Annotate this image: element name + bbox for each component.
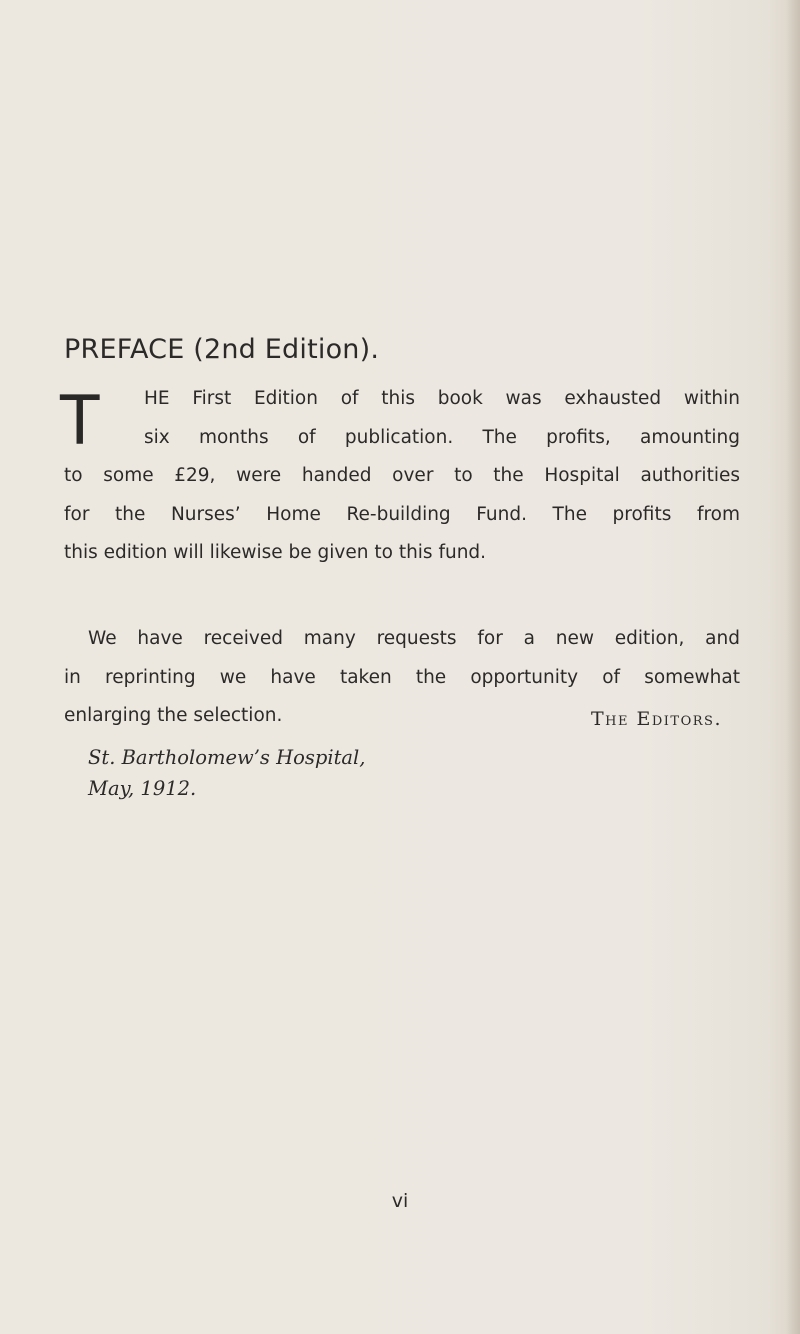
paragraph-line: this edition will likewise be given to this fund.: [64, 542, 487, 563]
paragraph-line: in reprinting we have taken the opportunity of somewhat: [64, 666, 740, 688]
paragraph-line: enlarging the selection.: [64, 705, 283, 726]
signature-editors: The Editors.: [590, 708, 722, 730]
paragraph-first-edition: [64, 380, 740, 573]
preface-heading: PREFACE (2nd Edition).: [64, 334, 380, 365]
date-line: May, 1912.: [88, 777, 197, 800]
page-number: vi: [391, 1190, 409, 1212]
place-line: St. Bartholomew’s Hospital,: [88, 746, 366, 769]
paragraph-line: HE First Edition of this book was exhausted within: [144, 388, 740, 409]
paragraph-line: for the Nurses’ Home Re-building Fund. The profits from: [64, 503, 740, 525]
place-and-date: [88, 742, 365, 804]
paragraph-line: six months of publication. The profits, amounting: [144, 426, 740, 448]
drop-cap: T: [60, 382, 100, 461]
page-edge-shadow: [786, 0, 800, 1334]
paragraph-line: We have received many requests for a new edition, and: [88, 628, 740, 649]
paragraph-line: to some £29, were handed over to the Hospital authorities: [64, 465, 740, 486]
